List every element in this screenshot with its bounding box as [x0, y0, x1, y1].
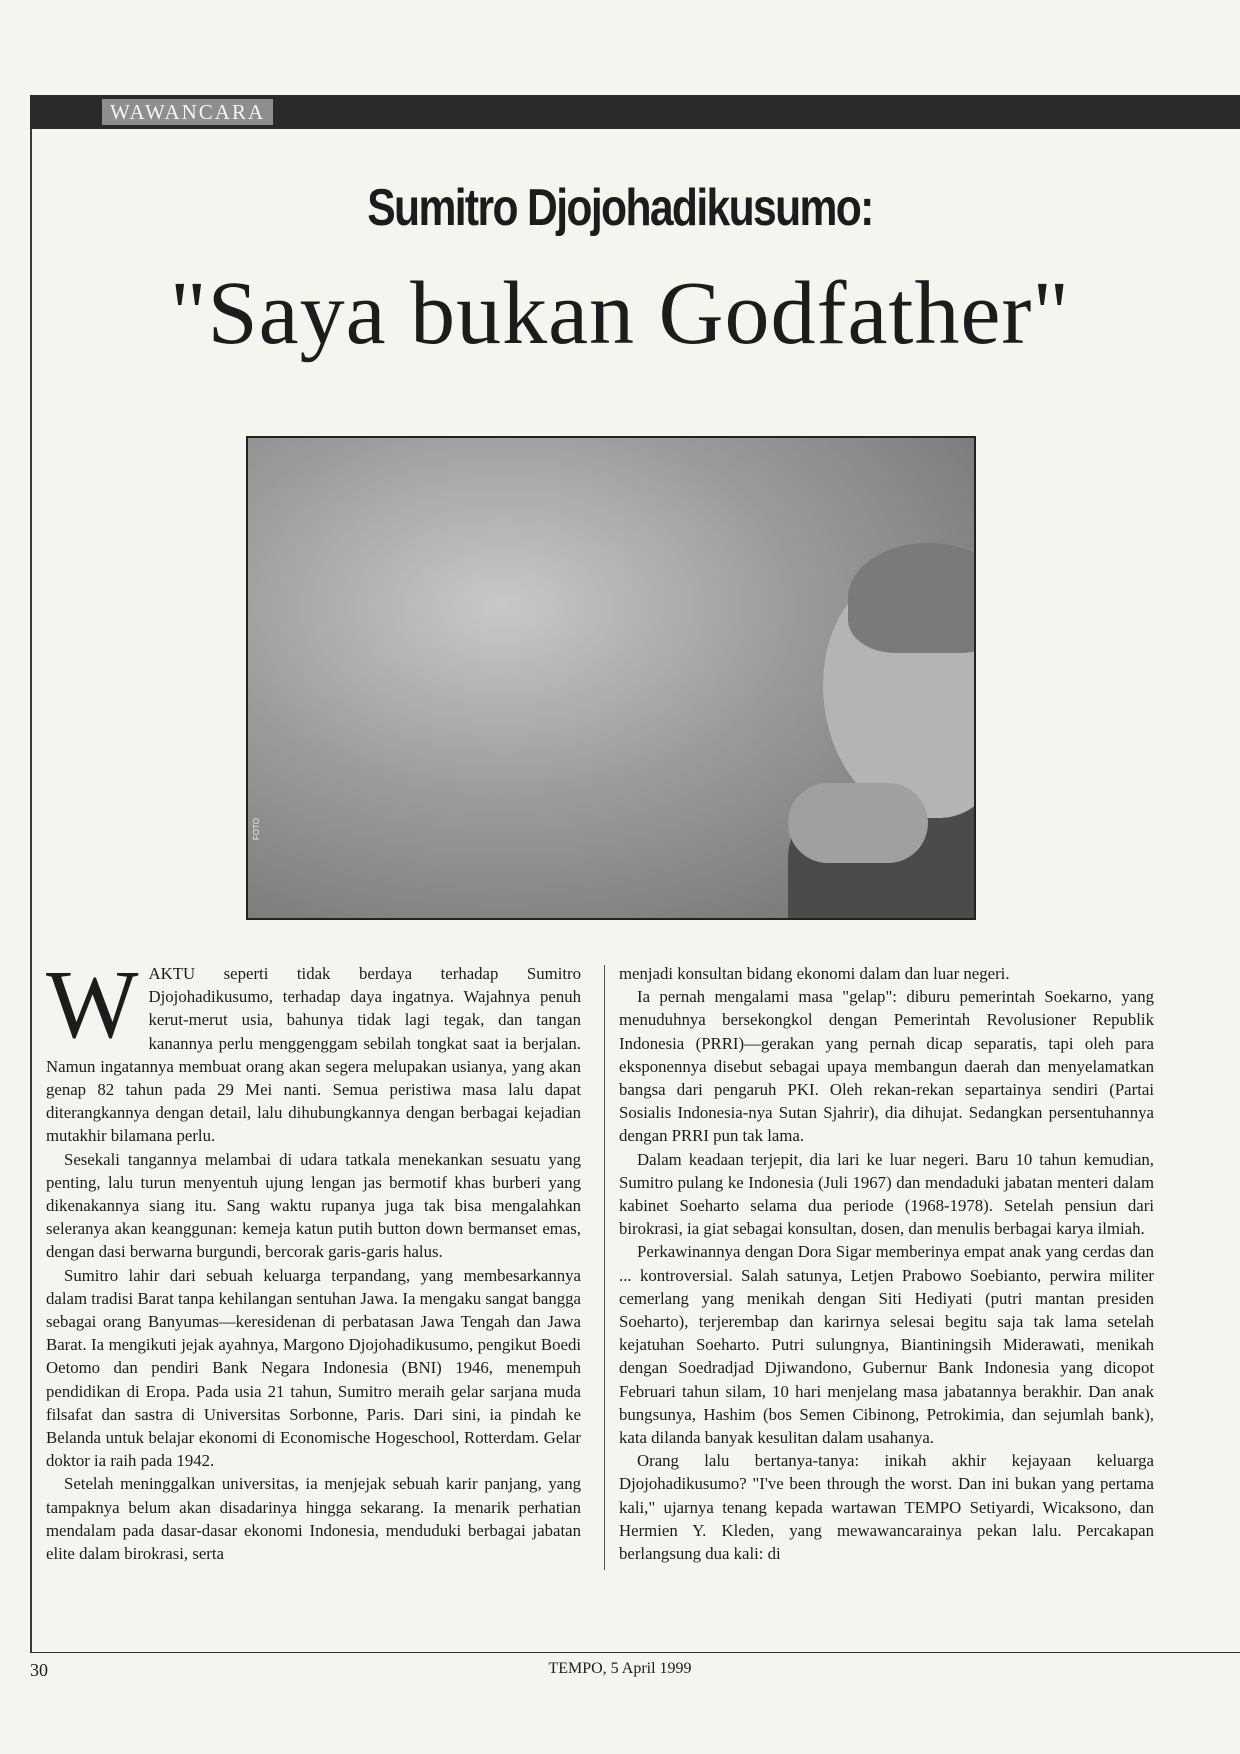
portrait-photo — [246, 436, 976, 920]
section-label: WAWANCARA — [102, 99, 273, 125]
bottom-rule — [30, 1652, 1240, 1653]
section-bar — [30, 95, 1240, 129]
paragraph: Sesekali tangannya melambai di udara tatkala menekankan sesuatu yang penting, lalu turun menyentuh ujung lengan jas bermotif khas burberi yang dikenakannya siang itu. Sang waktu rupanya juga tak bisa mengalahkan seleranya akan keanggunan: kemeja katun putih button down bermanset emas, dengan dasi berwarna burgundi, bercorak garis-garis halus. — [46, 1149, 581, 1262]
paragraph: Perkawinannya dengan Dora Sigar memberinya empat anak yang cerdas dan ... kontroversial. Salah satunya, Letjen Prabowo Soebianto, perwira militer cemerlang yang menikah dengan Siti Hediyati (putri mantan presiden Soeharto), terjerembap dan karirnya selesai begitu saja tak lama setelah kejatuhan Soeharto. Putri sulungnya, Biantiningsih Miderawati, menikah dengan Soedradjad Djiwandono, Gubernur Bank Indonesia yang dicopot Februari tahun silam, 10 hari menjelang masa jabatannya berakhir. Dan anak bungsunya, Hashim (bos Semen Cibinong, Petrokimia, dan sejumlah bank), kata dilanda banyak kesulitan dalam usahanya. — [619, 1242, 1154, 1448]
paragraph: Ia pernah mengalami masa "gelap": diburu pemerintah Soekarno, yang menuduhnya bersekongkol dengan Pemerintah Revolusioner Republik Indonesia (PRRI)—gerakan yang pernah dicap separatis, tapi oleh para eksponennya disebut sebagai upaya membangun daerah dan menyelamatkan bangsa dari pengaruh PKI. Oleh rekan-rekan separtainya sendiri (Partai Sosialis Indonesia-nya Sutan Sjahrir), dia dihujat. Sedangkan persentuhannya dengan PRRI pun tak lama. — [619, 987, 1154, 1146]
paragraph: Sumitro lahir dari sebuah keluarga terpandang, yang membesarkannya dalam tradisi Barat tanpa kehilangan sentuhan Jawa. Ia mengaku sangat bangga sebagai orang Banyumas—keresidenan di perbatasan Jawa Tengah dan Jawa Barat. Ia mengikuti jejak ayahnya, Margono Djojohadikusumo, pengikut Boedi Oetomo dan pendiri Bank Negara Indonesia (BNI) 1946, menempuh pendidikan di Eropa. Pada usia 21 tahun, Sumitro meraih gelar sarjana muda filsafat dan sastra di Universitas Sorbonne, Paris. Dari sini, ia pindah ke Belanda untuk belajar ekonomi di Economische Hogeschool, Rotterdam. Gelar doktor ia raih pada 1942. — [46, 1265, 581, 1471]
article-column-left — [46, 951, 581, 1565]
article-column-right — [619, 962, 1154, 1565]
article-kicker: Sumitro Djojohadikusumo: — [367, 179, 873, 237]
paragraph: Dalam keadaan terjepit, dia lari ke luar negeri. Baru 10 tahun kemudian, Sumitro pulang ke Indonesia (Juli 1967) dan mendaduki jabatan menteri dalam kabinet Soeharto selama dua periode (1968-1978). Setelah pensiun dari birokrasi, ia giat sebagai konsultan, dosen, dan menulis berbagai karya ilmiah. — [619, 1149, 1154, 1239]
photo-credit: FOTO — [252, 818, 261, 841]
paragraph: Orang lalu bertanya-tanya: inikah akhir kejayaan keluarga Djojohadikusumo? "I've been through the worst. Dan ini bukan yang pertama kali," ujarnya tenang kepada wartawan TEMPO Setiyardi, Wicaksono, dan Hermien Y. Kleden, yang mewawancarainya pekan lalu. Percakapan berlangsung dua kali: di — [619, 1451, 1154, 1564]
photo-figure-hands — [788, 783, 928, 863]
paragraph: Setelah meninggalkan universitas, ia menjejak sebuah karir panjang, yang tampaknya belum akan disadarinya hingga sekarang. Ia menarik perhatian mendalam pada dasar-dasar ekonomi Indonesia, menduduki berbagai jabatan elite dalam birokrasi, serta — [46, 1474, 581, 1564]
article-headline: "Saya bukan Godfather" — [169, 264, 1071, 363]
page-number: 30 — [30, 1660, 48, 1680]
paragraph — [46, 951, 581, 1148]
photo-figure-hair — [848, 543, 976, 653]
publication-footer: TEMPO, 5 April 1999 — [548, 1660, 692, 1677]
paragraph: menjadi konsultan bidang ekonomi dalam dan luar negeri. — [619, 964, 1010, 983]
drop-cap: W — [46, 951, 139, 1059]
column-divider — [604, 965, 605, 1570]
paragraph-text: AKTU seperti tidak berdaya terhadap Sumitro Djojohadikusumo, terhadap daya ingatnya. Wajahnya penuh kerut-merut usia, bahunya tidak lagi tegak, dan tangan kanannya perlu menggenggam sebilah tongkat saat ia berjalan. Namun ingatannya membuat orang akan segera melupakan usianya, yang akan genap 82 tahun pada 29 Mei nanti. Semua peristiwa masa lalu dapat diterangkannya dengan detail, lalu dihubungkannya dengan berbagai kejadian mutakhir bilamana perlu. — [46, 964, 581, 1146]
